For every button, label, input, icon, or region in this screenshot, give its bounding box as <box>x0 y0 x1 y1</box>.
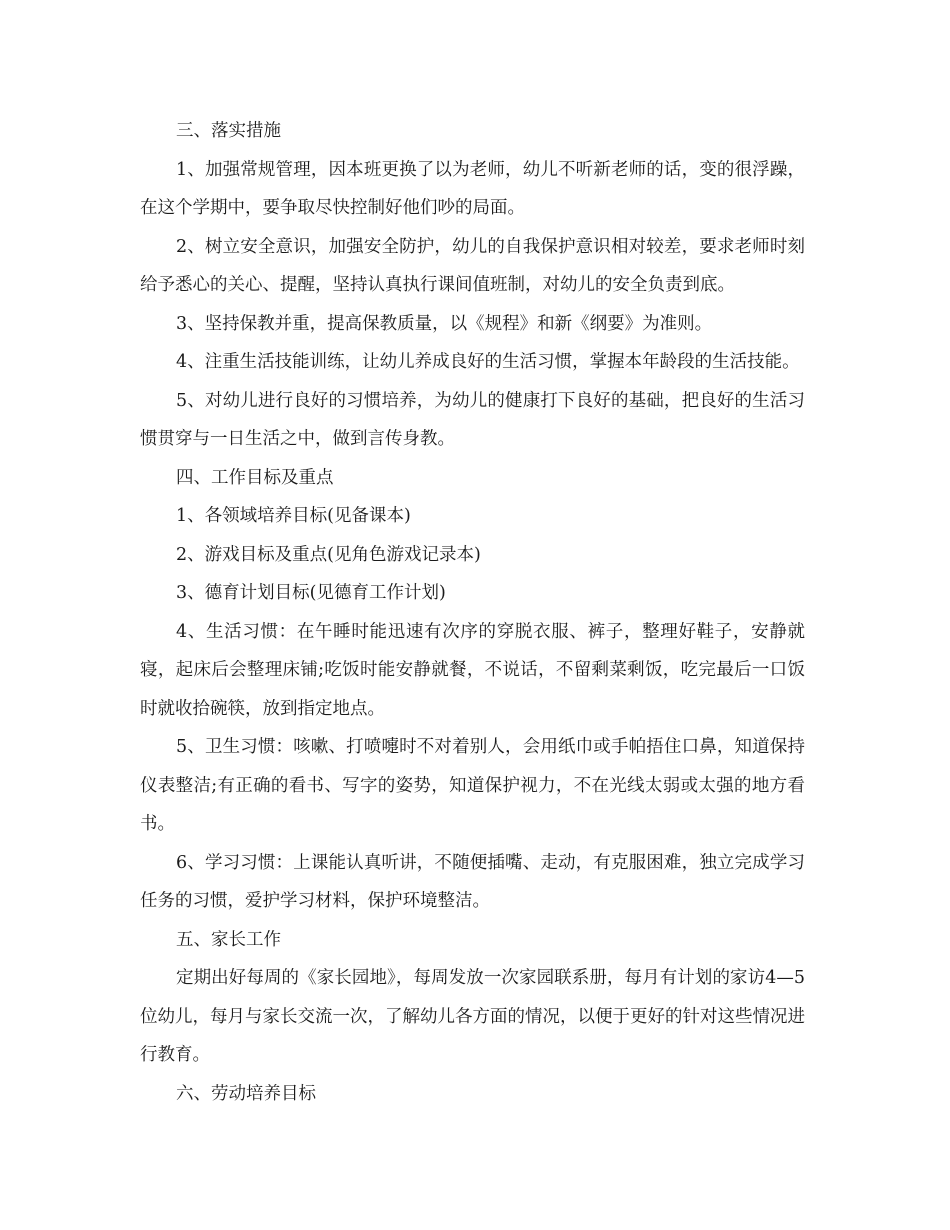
paragraph-hygiene-habits: 5、卫生习惯：咳嗽、打喷嚏时不对着别人，会用纸巾或手帕捂住口鼻，知道保持仪表整洁;有正确的看书、写字的姿势，知道保护视力，不在光线太弱或太强的地方看书。 <box>140 737 805 834</box>
document-body <box>140 112 805 1113</box>
paragraph-living-habits: 4、生活习惯：在午睡时能迅速有次序的穿脱衣服、裤子，整理好鞋子，安静就寝，起床后会整理床铺;吃饭时能安静就餐，不说话，不留剩菜剩饭，吃完最后一口饭时就收拾碗筷，放到指定地点。 <box>140 621 805 719</box>
section-heading-goals: 四、工作目标及重点 <box>176 467 334 488</box>
paragraph-game-goals: 2、游戏目标及重点(见角色游戏记录本) <box>176 544 481 565</box>
paragraph-care-education: 3、坚持保教并重，提高保教质量，以《规程》和新《纲要》为准则。 <box>176 313 713 334</box>
paragraph-study-habits: 6、学习习惯：上课能认真听讲，不随便插嘴、走动，有克服困难，独立完成学习任务的习惯，爱护学习材料，保护环境整洁。 <box>140 852 805 911</box>
paragraph-life-skills: 4、注重生活技能训练，让幼儿养成良好的生活习惯，掌握本年龄段的生活技能。 <box>176 352 800 372</box>
paragraph-habit-training: 5、对幼儿进行良好的习惯培养，为幼儿的健康打下良好的基础，把良好的生活习惯贯穿与一日生活之中，做到言传身教。 <box>140 390 805 449</box>
section-heading-measures: 三、落实措施 <box>176 121 281 141</box>
paragraph-parent-work: 定期出好每周的《家长园地》，每周发放一次家园联系册，每月有计划的家访4—5位幼儿，每月与家长交流一次，了解幼儿各方面的情况，以便于更好的针对这些情况进行教育。 <box>140 968 805 1065</box>
paragraph-safety-awareness: 2、树立安全意识，加强安全防护，幼儿的自我保护意识相对较差，要求老师时刻给予悉心的关心、提醒，坚持认真执行课间值班制，对幼儿的安全负责到底。 <box>140 236 805 295</box>
section-heading-parents: 五、家长工作 <box>176 929 281 950</box>
paragraph-moral-goals: 3、德育计划目标(见德育工作计划) <box>176 583 446 603</box>
paragraph-routine-management: 1、加强常规管理，因本班更换了以为老师，幼儿不听新老师的话，变的很浮躁，在这个学期中，要争取尽快控制好他们吵的局面。 <box>140 159 805 218</box>
section-heading-labor: 六、劳动培养目标 <box>176 1083 316 1104</box>
paragraph-domain-goals: 1、各领域培养目标(见备课本) <box>176 506 411 526</box>
